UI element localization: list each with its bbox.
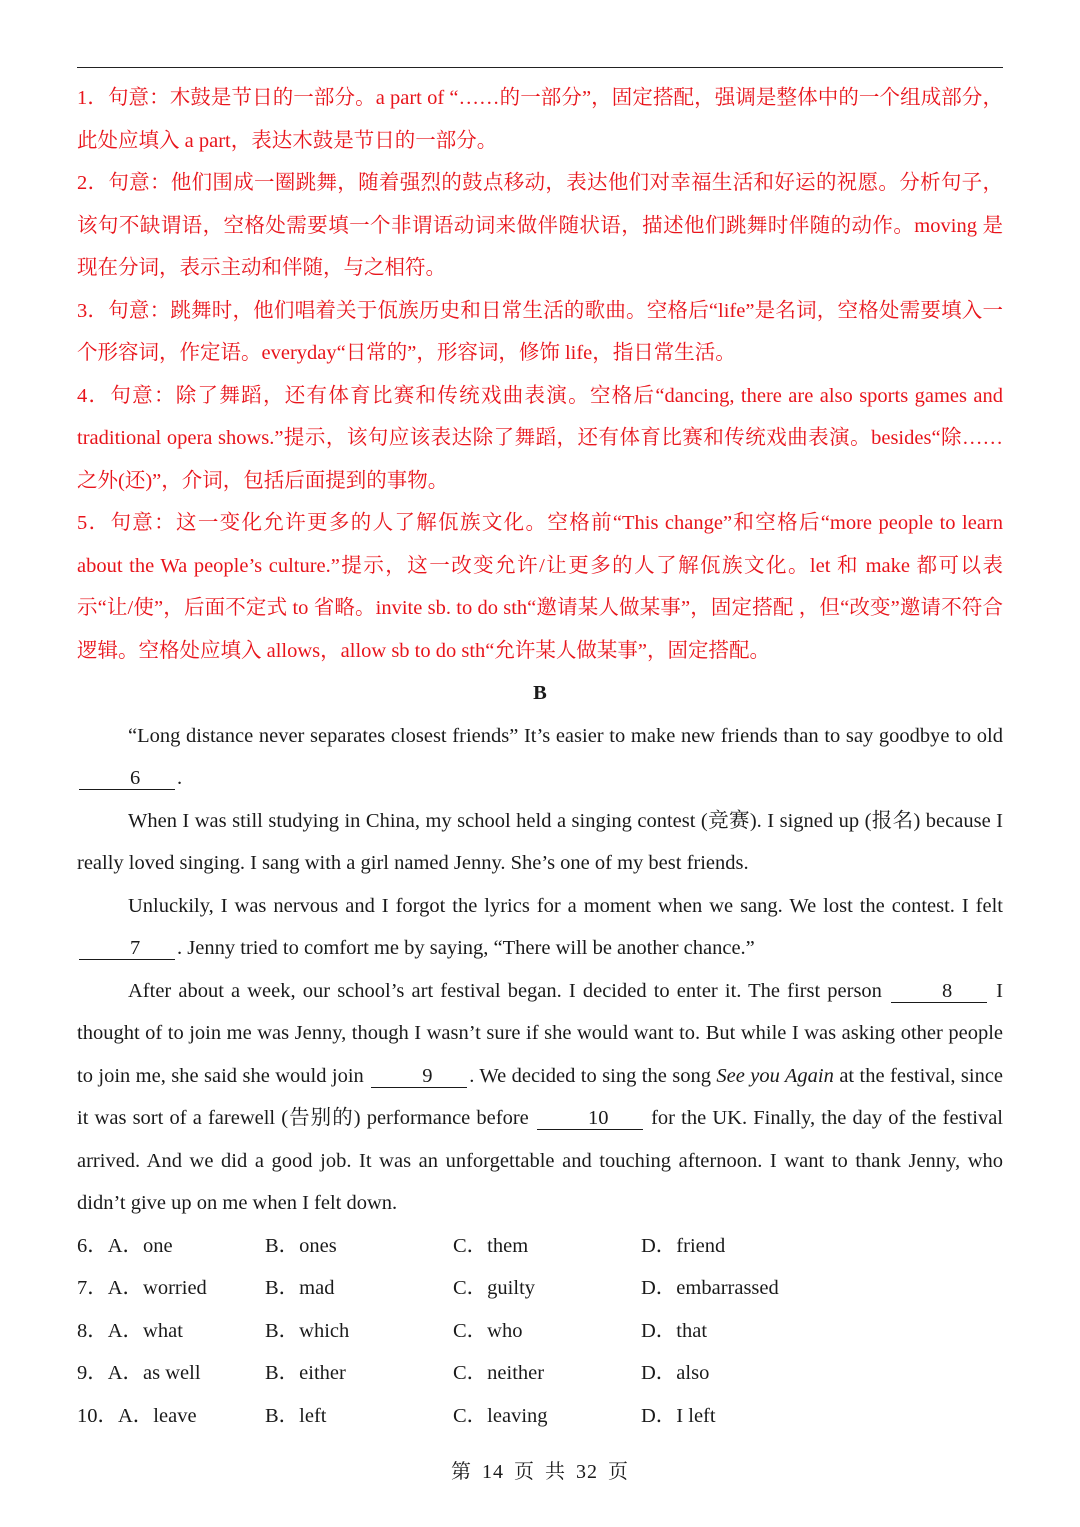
explanation-5: 5．句意：这一变化允许更多的人了解佤族文化。空格前“This change”和空格后“more people to learn about the Wa people’s culture.”提示，这一改变允许/让更多的人了解佤族文化。let 和 make 都可以表示“让/使”，后面不定式 to 省略。invite sb. to do sth“邀请某人做某事”，固定搭配 ，但“改变”邀请不符合逻辑。空格处应填入 allows，allow sb to do sth“允许某人做某事”，固定搭配。 bbox=[77, 512, 1003, 662]
question-6-option-b: B．ones bbox=[265, 1234, 337, 1257]
question-8-option-a bbox=[77, 1310, 265, 1353]
passage-text: Unluckily, I was nervous and I forgot the lyrics for a moment when we sang. We lost the contest. I felt bbox=[128, 894, 1003, 917]
blank-6: 6 bbox=[79, 767, 175, 790]
explanation-2: 2．句意：他们围成一圈跳舞，随着强烈的鼓点移动，表达他们对幸福生活和好运的祝愿。分析句子，该句不缺谓语，空格处需要填一个非谓语动词来做伴随状语，描述他们跳舞时伴随的动作。moving 是现在分词，表示主动和伴随，与之相符。 bbox=[77, 172, 1003, 279]
option-a-text: A．one bbox=[107, 1234, 173, 1257]
question-8-option-b: B．which bbox=[265, 1319, 350, 1342]
explanation-1: 1．句意：木鼓是节日的一部分。a part of “……的一部分”，固定搭配，强调是整体中的一个组成部分，此处应填入 a part，表达木鼓是节日的一部分。 bbox=[77, 87, 1003, 152]
explanation-4: 4．句意：除了舞蹈，还有体育比赛和传统戏曲表演。空格后“dancing, there are also sports games and traditional opera shows.”提示，该句应该表达除了舞蹈，还有体育比赛和传统戏曲表演。besides“除……之外(还)”，介词，包括后面提到的事物。 bbox=[77, 384, 1003, 492]
blank-10: 10 bbox=[537, 1107, 643, 1130]
question-number: 8． bbox=[77, 1319, 108, 1342]
passage-paragraph-1 bbox=[77, 715, 1003, 800]
question-7-option-a bbox=[77, 1267, 265, 1310]
passage-text: . Jenny tried to comfort me by saying, “There will be another chance.” bbox=[177, 937, 755, 959]
option-a-text: A．as well bbox=[107, 1362, 201, 1384]
passage-text: . bbox=[177, 767, 183, 789]
question-number: 10． bbox=[77, 1404, 118, 1427]
blank-9: 9 bbox=[371, 1065, 467, 1088]
passage-text: for the UK. Finally, the day of the festival arrived. And we did a good job. It was an unforgettable and touching afternoon. I want to thank Jenny, who didn’t give up on me when I felt down. bbox=[77, 1107, 1003, 1214]
question-row-9 bbox=[77, 1352, 1003, 1395]
question-10-option-b: B．left bbox=[265, 1404, 327, 1427]
question-row-7 bbox=[77, 1267, 1003, 1310]
question-10-option-c: C．leaving bbox=[453, 1404, 548, 1427]
blank-7: 7 bbox=[79, 937, 175, 960]
question-7-option-c: C．guilty bbox=[453, 1277, 536, 1299]
top-rule bbox=[77, 67, 1003, 68]
option-a-text: A．what bbox=[107, 1319, 183, 1342]
passage-text: I thought of to join me was Jenny, though I wasn’t sure if she would want to. But while I was asking other people to join me, she said she would join bbox=[77, 979, 1003, 1087]
option-a-text: A．worried bbox=[107, 1277, 207, 1299]
song-title: See you Again bbox=[716, 1064, 834, 1087]
question-number: 6． bbox=[77, 1234, 108, 1257]
question-9-option-b: B．either bbox=[265, 1362, 346, 1384]
question-7-option-b: B．mad bbox=[265, 1277, 335, 1299]
passage-text: . We decided to sing the song bbox=[469, 1064, 711, 1087]
passage-text: “Long distance never separates closest friends” It’s easier to make new friends than to say goodbye to old bbox=[128, 724, 1003, 747]
passage-text: After about a week, our school’s art festival began. I decided to enter it. The first person bbox=[128, 979, 882, 1002]
passage-paragraph-4 bbox=[77, 970, 1003, 1225]
blank-8: 8 bbox=[891, 980, 987, 1003]
question-number: 9． bbox=[77, 1362, 108, 1384]
question-options bbox=[77, 1225, 1003, 1438]
explanation-3: 3．句意：跳舞时，他们唱着关于佤族历史和日常生活的歌曲。空格后“life”是名词，空格处需要填入一个形容词，作定语。everyday“日常的”，形容词，修饰 life，指日常生活。 bbox=[77, 299, 1003, 364]
question-9-option-a bbox=[77, 1352, 265, 1395]
question-8-option-d: D．that bbox=[641, 1319, 708, 1342]
question-6-option-c: C．them bbox=[453, 1234, 529, 1257]
question-8-option-c: C．who bbox=[453, 1319, 523, 1342]
page-content bbox=[77, 77, 1003, 1437]
option-a-text: A．leave bbox=[118, 1404, 197, 1427]
question-9-option-c: C．neither bbox=[453, 1362, 545, 1384]
section-label: B bbox=[533, 682, 547, 704]
question-6-option-d: D．friend bbox=[641, 1234, 726, 1257]
question-9-option-d: D．also bbox=[641, 1362, 710, 1384]
question-6-option-a bbox=[77, 1225, 265, 1268]
question-7-option-d: D．embarrassed bbox=[641, 1277, 779, 1299]
question-10-option-d: D．I left bbox=[641, 1404, 716, 1427]
question-10-option-a bbox=[77, 1395, 265, 1438]
question-number: 7． bbox=[77, 1277, 108, 1299]
page-footer: 第 14 页 共 32 页 bbox=[451, 1461, 629, 1483]
question-row-10 bbox=[77, 1395, 1003, 1438]
passage-paragraph-2: When I was still studying in China, my school held a singing contest (竞赛). I signed up (报名) because I really loved singing. I sang with a girl named Jenny. She’s one of my best friends. bbox=[77, 809, 1003, 874]
passage-text: at the festival, since it was sort of a farewell (告别的) performance before bbox=[77, 1064, 1004, 1129]
question-row-8 bbox=[77, 1310, 1003, 1353]
passage-paragraph-3 bbox=[77, 885, 1003, 970]
question-row-6 bbox=[77, 1225, 1003, 1268]
